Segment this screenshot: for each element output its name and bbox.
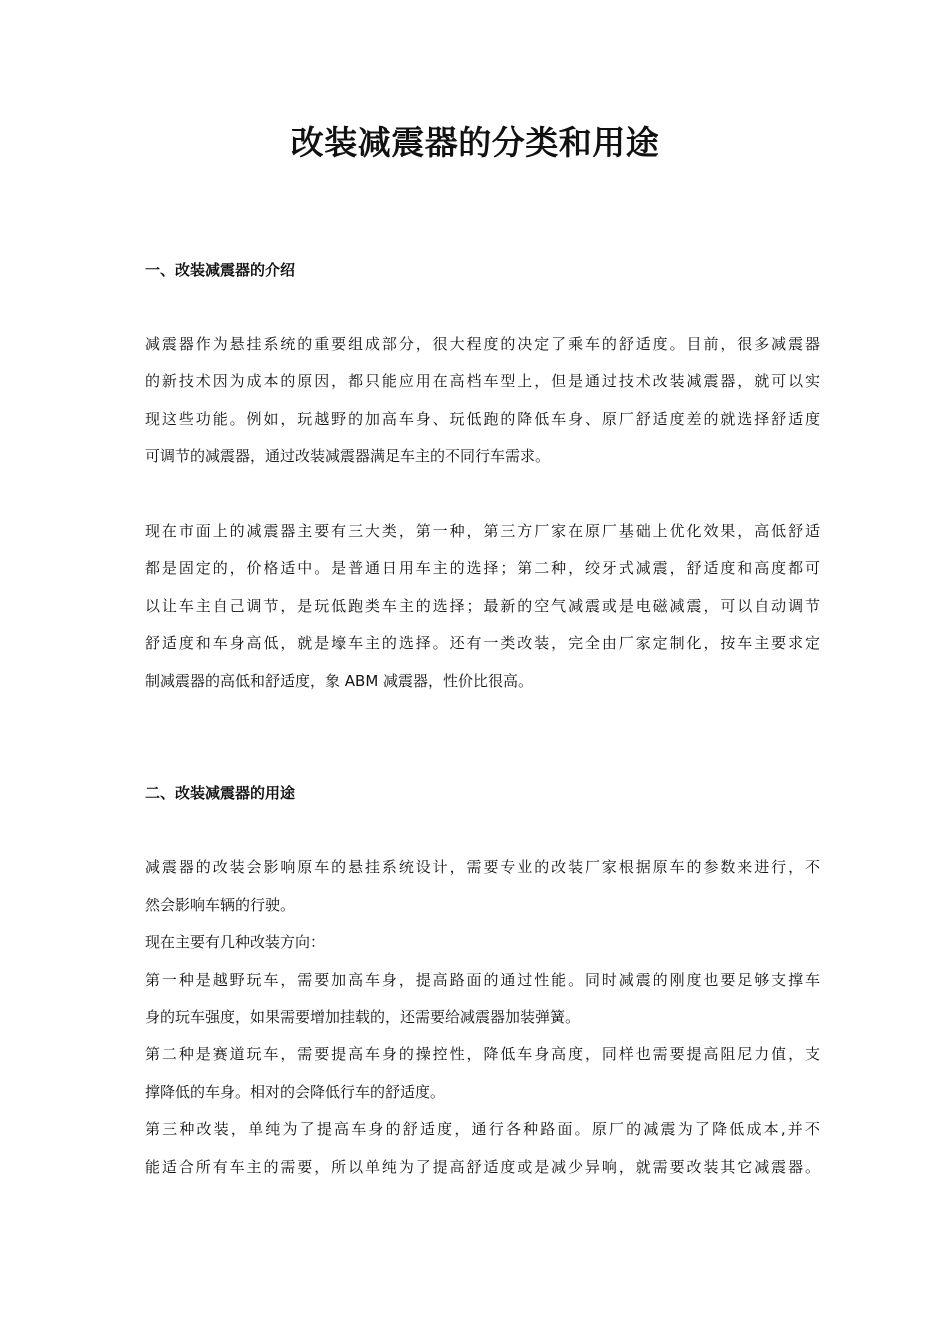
section-heading: 二、改装减震器的用途 — [145, 784, 296, 802]
paragraph-line: 减震器作为悬挂系统的重要组成部分，很大程度的决定了乘车的舒适度。目前，很多减震器 — [145, 335, 820, 353]
paragraph-line: 撑降低的车身。相对的会降低行车的舒适度。 — [145, 1083, 446, 1101]
paragraph-line: 然会影响车辆的行驶。 — [145, 896, 296, 914]
paragraph-line: 现在市面上的减震器主要有三大类，第一种，第三方厂家在原厂基础上优化效果，高低舒适 — [145, 522, 820, 540]
paragraph-line: 身的玩车强度，如果需要增加挂载的，还需要给减震器加装弹簧。 — [145, 1008, 581, 1026]
paragraph-line: 第二种是赛道玩车，需要提高车身的操控性，降低车身高度，同样也需要提高阻尼力值，支 — [145, 1045, 820, 1063]
paragraph-line: 都是固定的，价格适中。是普通日用车主的选择；第二种，绞牙式减震，舒适度和高度都可 — [145, 559, 820, 577]
paragraph-line: 可调节的减震器，通过改装减震器满足车主的不同行车需求。 — [145, 447, 551, 465]
paragraph-line: 能适合所有车主的需要，所以单纯为了提高舒适度或是减少异响，就需要改装其它减震器。 — [145, 1158, 820, 1176]
paragraph-line: 现这些功能。例如，玩越野的加高车身、玩低跑的降低车身、原厂舒适度差的就选择舒适度 — [145, 410, 820, 428]
paragraph-line: 减震器的改装会影响原车的悬挂系统设计，需要专业的改装厂家根据原车的参数来进行，不 — [145, 858, 820, 876]
paragraph-line: 的新技术因为成本的原因，都只能应用在高档车型上，但是通过技术改装减震器，就可以实 — [145, 372, 820, 390]
paragraph-line: 舒适度和车身高低，就是壕车主的选择。还有一类改装，完全由厂家定制化，按车主要求定 — [145, 634, 820, 652]
paragraph-line: 制减震器的高低和舒适度，象 ABM 减震器，性价比很高。 — [145, 672, 534, 690]
section-heading: 一、改装减震器的介绍 — [145, 261, 296, 279]
paragraph-line: 第三种改装，单纯为了提高车身的舒适度，通行各种路面。原厂的减震为了降低成本,并不 — [145, 1120, 820, 1138]
paragraph-line: 现在主要有几种改装方向： — [145, 933, 326, 951]
paragraph-line: 第一种是越野玩车，需要加高车身，提高路面的通过性能。同时减震的刚度也要足够支撑车 — [145, 971, 820, 989]
document-title: 改装减震器的分类和用途 — [290, 123, 660, 162]
paragraph-line: 以让车主自己调节，是玩低跑类车主的选择；最新的空气减震或是电磁减震，可以自动调节 — [145, 597, 820, 615]
